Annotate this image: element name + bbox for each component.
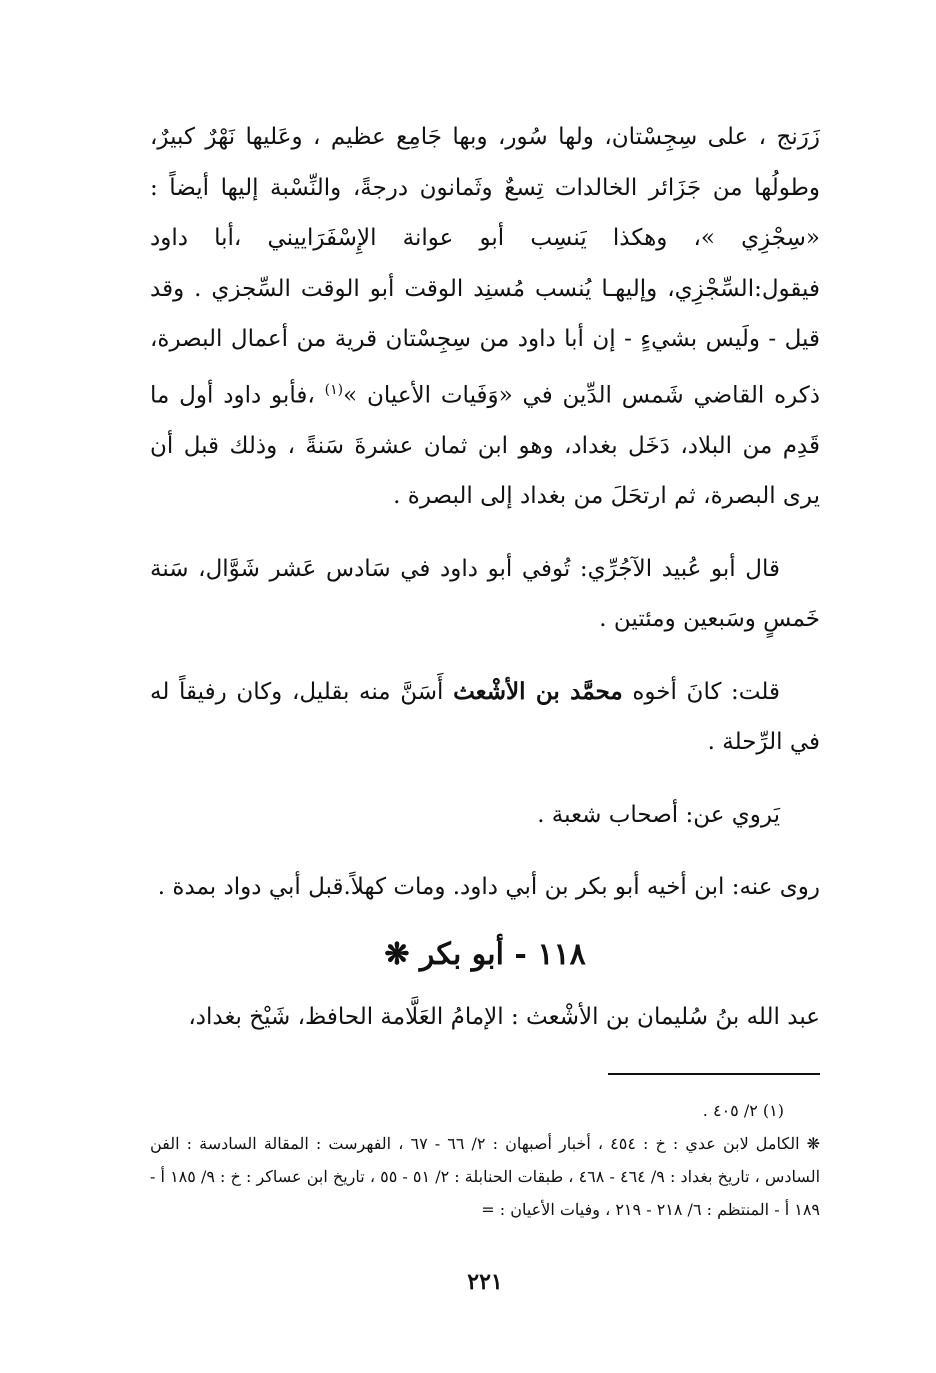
- paragraph-sijzi: [150, 112, 820, 522]
- page-number: ٢٢١: [467, 1269, 503, 1295]
- paragraph-sijzi-text: زَرَنج ، على سِجِسْتان، ولها سُور، وبها جَامِع عظيم ، وعَليها نَهْرٌ كبيرٌ، وطولُها من جَزَائر الخالدات تِسعٌ وثَمانون درجةً، والنِّسْبة إليها أيضاً : «سِجْزِي »، وهكذا يَنسِب أبو عوانة الإِسْفَرَاييني ،أبا داود فيقول:السِّجْزِي، وإليهـا يُنسب مُسنِد الوقت أبو الوقت السِّجزي . وقد قيل - ولَيس بشيءٍ - إن أبا داود من سِجِسْتان قرية من أعمال البصرة، ذكره القاضي شَمس الدِّين في «وَفَيات الأعيان »: [150, 124, 820, 409]
- footnote-sources: ❋ الكامل لابن عدي : خ : ٤٥٤ ، أخبار أصبهان : ٢/ ٦٦ - ٦٧ ، الفهرست : المقالة السادسة : الفن السادس ، تاريخ بغداد : ٩/ ٤٦٤ - ٤٦٨ ، طبقات الحنابلة : ٢/ ٥١ - ٥٥ ، تاريخ ابن عساكر : خ : ٩/ ١٨٥ أ - ١٨٩ أ - المنتظم : ٦/ ٢١٨ - ٢١٩ ، وفيات الأعيان : =: [150, 1134, 821, 1219]
- footnotes: [150, 1094, 820, 1226]
- main-text: [150, 112, 820, 913]
- footnote-1: (١) ٢/ ٤٠٥ .: [702, 1101, 784, 1120]
- entry-first-line: عبد الله بنُ سُليمان بن الأشْعث : الإمامُ العَلَّامة الحافظ، شَيْخ بغداد،: [188, 1004, 820, 1030]
- paragraph-brother: [150, 667, 820, 768]
- entry-heading: ١١٨ - أبو بكر ❋: [384, 937, 586, 972]
- footnote-separator: [608, 1073, 820, 1075]
- paragraph-narrated-by: روى عنه: ابن أخيه أبو بكر بن أبي داود. ومات كهلاً.قبل أبي دواد بمدة .: [157, 874, 820, 901]
- paragraph-narrates-from: يَروي عن: أصحاب شعبة .: [537, 801, 780, 828]
- brother-name: محمَّد بن الأشْعث: [453, 677, 623, 705]
- paragraph-sijzi-end: ،فأبو داود أول ما قَدِم من البلاد، دَخَل بغداد، وهو ابن ثمان عشرةَ سَنةً ، وذلك قبل أن يرى البصرة، ثم ارتحَلَ من بغداد إلى البصرة .: [150, 382, 820, 510]
- footnote-ref-1: (١): [324, 381, 344, 398]
- paragraph-brother-prefix: قلت: كانَ أخوه: [622, 678, 780, 705]
- paragraph-death: قال أبو عُبيد الآجُرِّي: تُوفي أبو داود في سَادس عَشر شَوَّال، سَنة خَمسٍ وسَبعين ومئتين .: [150, 555, 820, 633]
- paragraph-brother-rest: أَسَنَّ منه بقليل، وكان رفيقاً له في الرِّحلة .: [150, 678, 820, 756]
